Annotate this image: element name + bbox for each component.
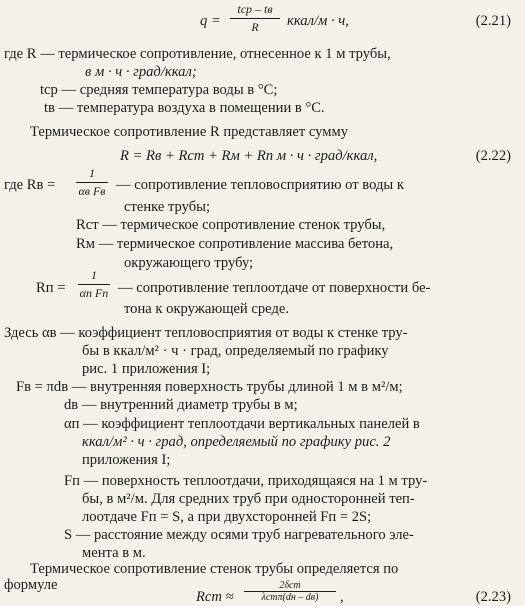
def-rm: Rм — термическое сопротивление массива бетона, [76, 236, 394, 252]
eq-2-21-lhs: q = [200, 13, 221, 29]
eq-2-23-numerator: 2δст [244, 580, 336, 592]
eq-2-21-denominator: R [251, 20, 259, 34]
explain-line-6: αп — коэффициент теплоотдачи вертикальных панелей в [64, 416, 420, 432]
intro-2-23-line-2: формуле [4, 577, 58, 593]
explain-line-5: dв — внутренний диаметр трубы в м; [64, 397, 298, 413]
def-rp-numerator: 1 [78, 268, 110, 285]
eq-2-23-denominator: λстπ(dн – dв) [261, 592, 319, 603]
explain-line-11: лоотдаче Fп = S, а при двухсторонней Fп = 2S; [82, 509, 372, 525]
def-rp-fraction [78, 268, 110, 301]
def-2-21-line-2: в м · ч · град/ккал; [85, 64, 197, 80]
def-rm-cont: окружающего трубу; [124, 255, 254, 271]
intro-2-22: Термическое сопротивление R представляет сумму [30, 124, 349, 140]
explain-line-9: Fп — поверхность теплоотдачи, приходящаяся на 1 м тру- [64, 473, 428, 489]
def-rst: Rст — термическое сопротивление стенок трубы, [76, 217, 386, 233]
eq-2-23-comma: , [340, 589, 344, 605]
intro-2-23-line-1: Термическое сопротивление стенок трубы определяется по [30, 561, 399, 577]
explain-line-2: бы в ккал/м² · ч · град, определяемый по графику [82, 343, 389, 359]
explain-line-3: рис. 1 приложения I; [82, 361, 211, 377]
eq-2-21-number: (2.21) [475, 13, 511, 29]
def-rb-cont: стенке трубы; [124, 199, 211, 215]
def-rp-lhs: Rп = [36, 280, 66, 296]
def-rp-cont: тона к окружающей среде. [124, 301, 289, 317]
def-rb-lhs: где Rв = [4, 177, 56, 193]
eq-2-23-fraction [244, 580, 336, 603]
explain-line-8: приложения I; [82, 452, 171, 468]
explain-line-1: Здесь αв — коэффициент тепловосприятия от воды к стенке тру- [4, 325, 408, 341]
eq-2-23-number: (2.23) [475, 589, 511, 605]
def-rb-numerator: 1 [76, 166, 108, 183]
eq-2-22-body: R = Rв + Rст + Rм + Rп м · ч · град/ккал, [120, 148, 378, 164]
eq-2-22-number: (2.22) [475, 148, 511, 164]
explain-line-7: ккал/м² · ч · град, определяемый по графику рис. 2 [82, 434, 391, 450]
def-2-21-line-3: tср — средняя температура воды в °С; [40, 82, 278, 98]
explain-line-13: мента в м. [82, 545, 146, 561]
eq-2-23-lhs: Rст ≈ [196, 589, 234, 605]
eq-2-21-fraction [230, 2, 280, 35]
eq-2-21-units: ккал/м · ч, [287, 13, 349, 29]
eq-2-21-numerator: tср – tв [230, 2, 280, 19]
explain-line-4: Fв = πdв — внутренняя поверхность трубы длиной 1 м в м²/м; [16, 379, 403, 395]
def-rp-denominator: αп Fп [79, 286, 109, 300]
def-rb-fraction [76, 166, 108, 199]
def-rb-text: — сопротивление тепловосприятию от воды к [116, 177, 404, 193]
def-2-21-line-4: tв — температура воздуха в помещении в °С. [44, 100, 325, 116]
def-rp-text: — сопротивление теплоотдаче от поверхности бе- [118, 280, 431, 296]
def-2-21-line-1: где R — термическое сопротивление, отнесенное к 1 м трубы, [4, 46, 391, 62]
def-rb-denominator: αв Fв [78, 184, 106, 198]
explain-line-12: S — расстояние между осями труб нагревательного эле- [64, 527, 414, 543]
explain-line-10: бы, в м²/м. Для средних труб при односторонней теп- [82, 491, 415, 507]
